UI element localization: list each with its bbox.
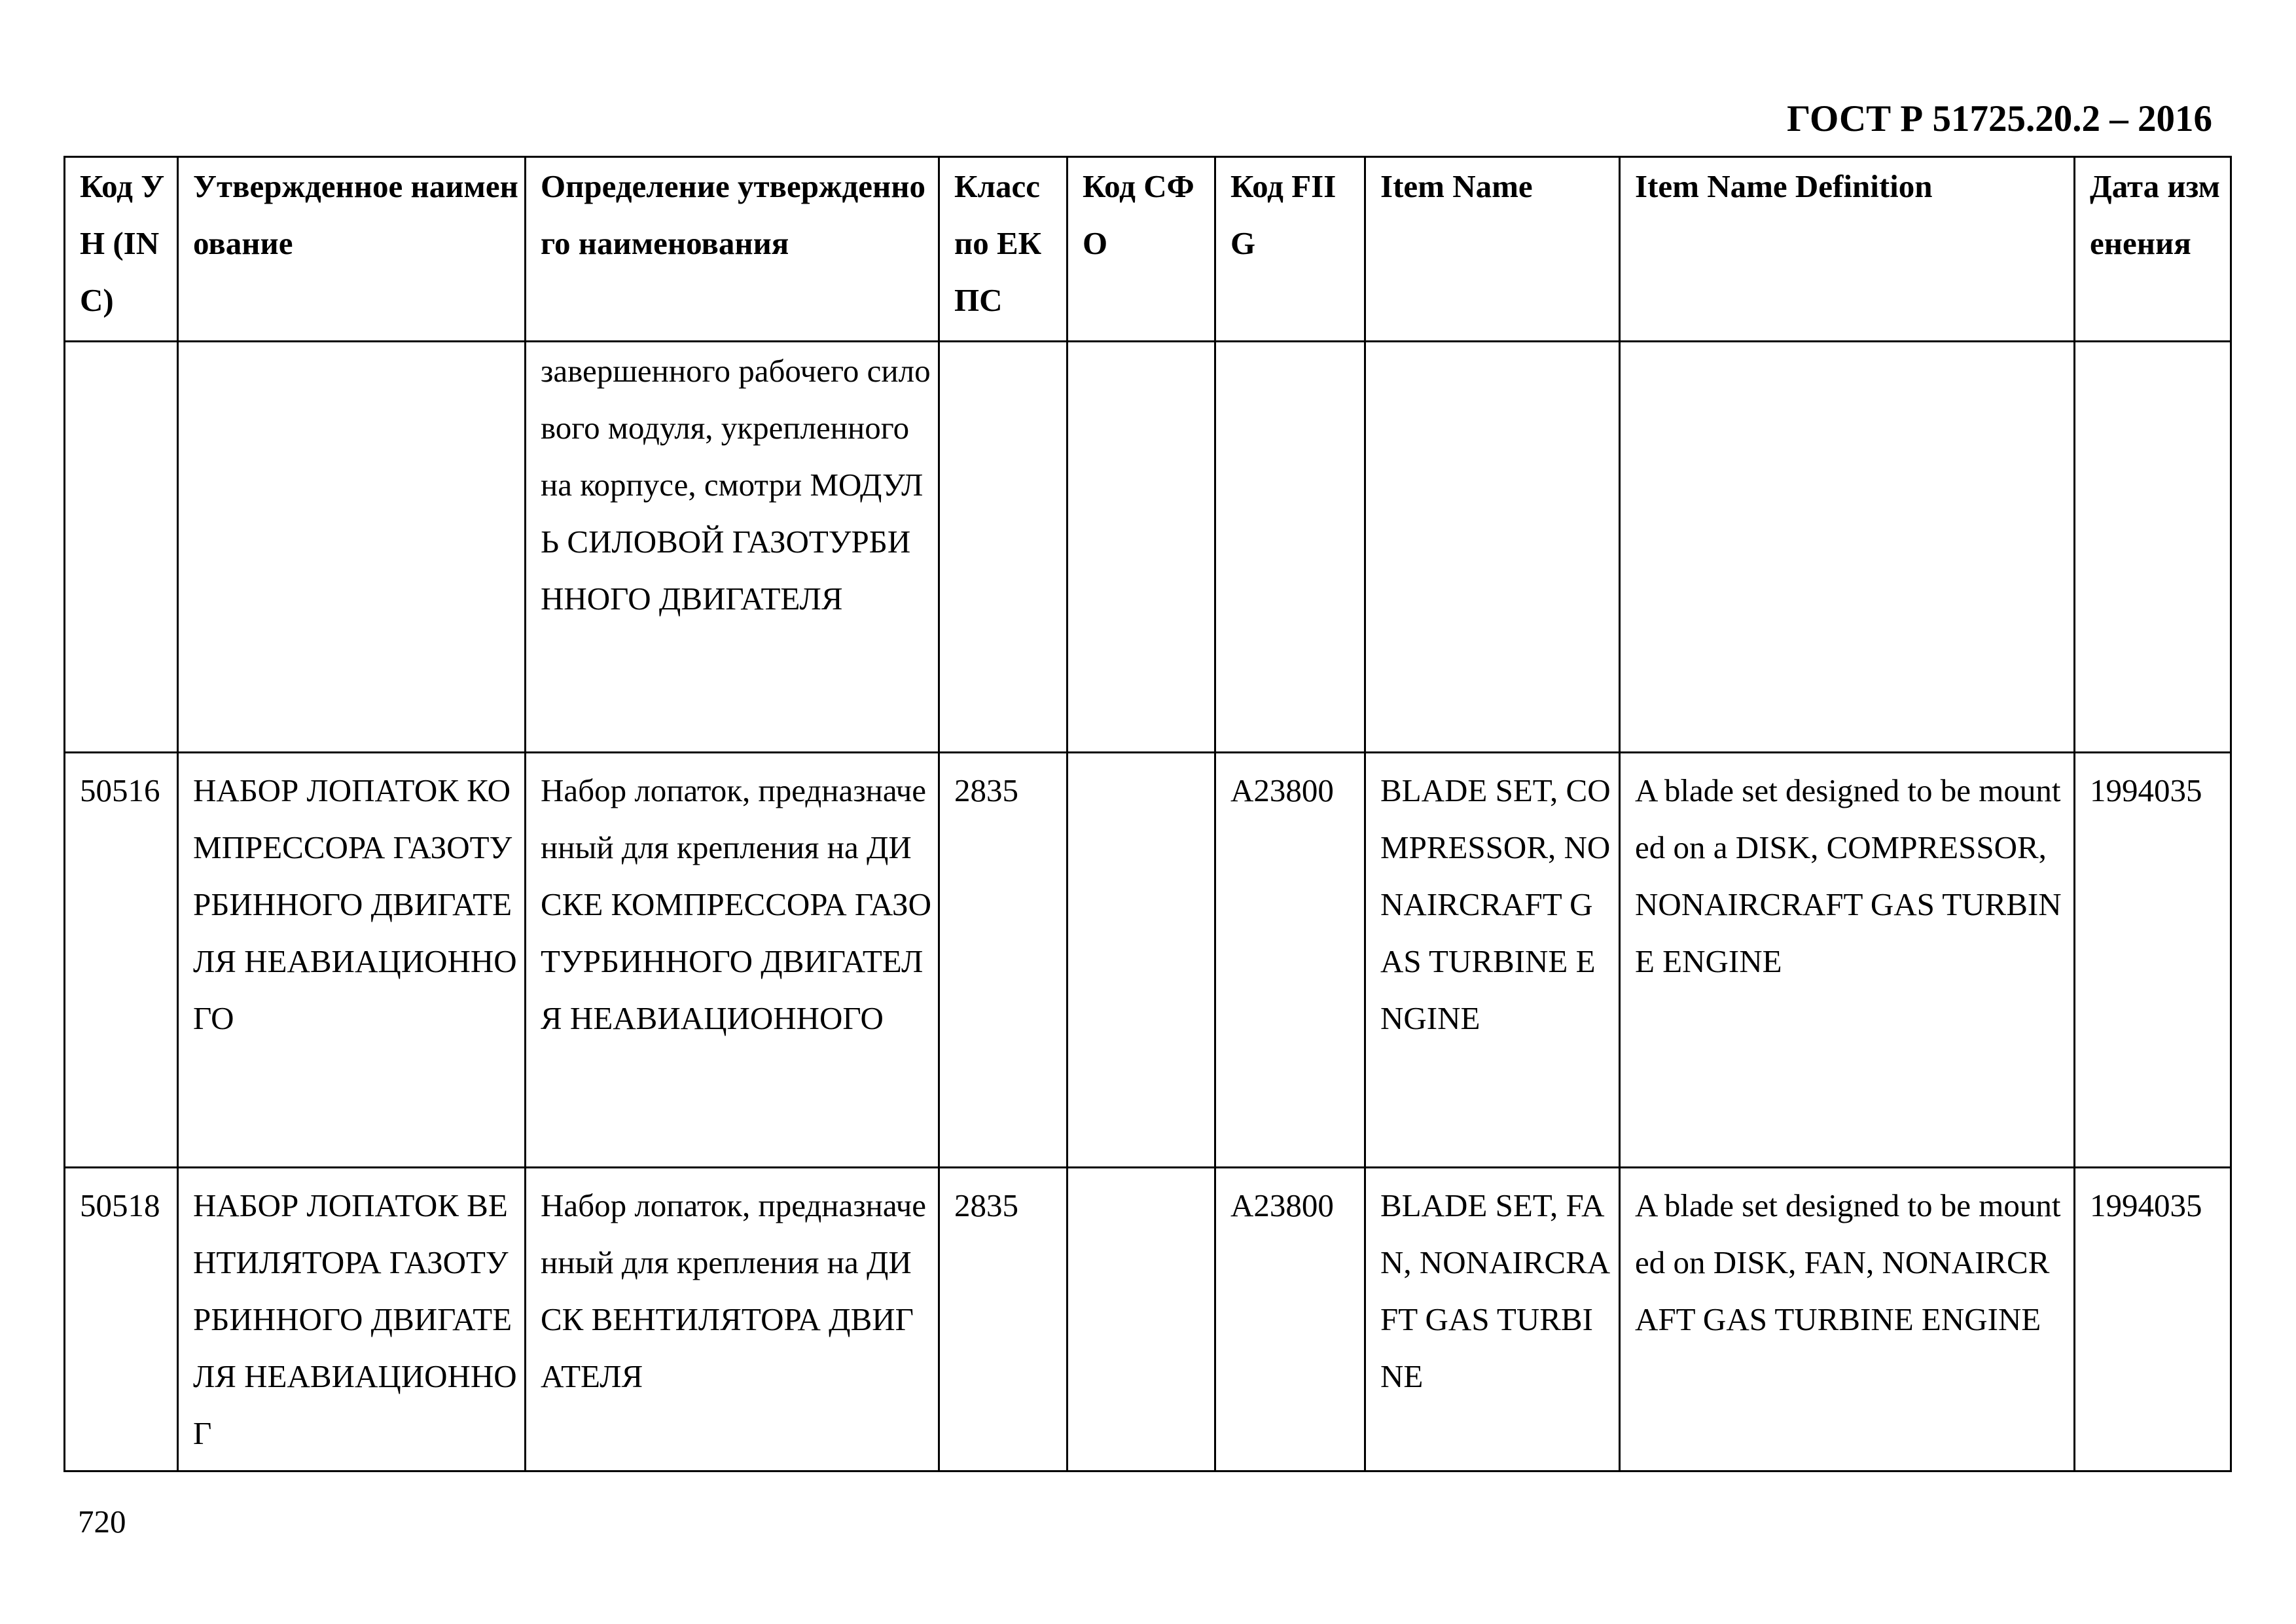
cell-fiig-code <box>1215 342 1365 753</box>
cell-change-date <box>2075 342 2231 753</box>
cell-item-name: BLADE SET, COMPRESSOR, NONAIRCRAFT GAS TURBINE ENGINE <box>1365 753 1620 1168</box>
cell-approved-name <box>178 342 526 753</box>
nomenclature-table <box>63 156 2232 1472</box>
table-header-row <box>65 157 2231 342</box>
cell-inc: 50516 <box>65 753 178 1168</box>
header-definition: Определение утвержденного наименования <box>526 157 939 342</box>
page-number: 720 <box>78 1504 126 1540</box>
cell-ekps-class <box>939 342 1067 753</box>
cell-approved-name: НАБОР ЛОПАТОК КОМПРЕССОРА ГАЗОТУРБИННОГО ДВИГАТЕЛЯ НЕАВИАЦИОННОГО <box>178 753 526 1168</box>
header-item-name: Item Name <box>1365 157 1620 342</box>
header-ekps-class: Класс по ЕКПС <box>939 157 1067 342</box>
header-fiig-code: Код FIIG <box>1215 157 1365 342</box>
document-number: ГОСТ Р 51725.20.2 – 2016 <box>1787 98 2212 139</box>
table-row <box>65 1168 2231 1471</box>
cell-inc: 50518 <box>65 1168 178 1471</box>
cell-definition: Набор лопаток, предназначенный для крепления на ДИСКЕ КОМПРЕССОРА ГАЗОТУРБИННОГО ДВИГАТЕЛЯ НЕАВИАЦИОННОГО <box>526 753 939 1168</box>
table-row <box>65 342 2231 753</box>
cell-ekps-class: 2835 <box>939 753 1067 1168</box>
cell-change-date: 1994035 <box>2075 753 2231 1168</box>
cell-item-name: BLADE SET, FAN, NONAIRCRAFT GAS TURBINE <box>1365 1168 1620 1471</box>
table-row <box>65 753 2231 1168</box>
cell-sfo-code <box>1067 753 1215 1168</box>
cell-definition: Набор лопаток, предназначенный для крепления на ДИСК ВЕНТИЛЯТОРА ДВИГАТЕЛЯ <box>526 1168 939 1471</box>
cell-fiig-code: A23800 <box>1215 1168 1365 1471</box>
cell-approved-name: НАБОР ЛОПАТОК ВЕНТИЛЯТОРА ГАЗОТУРБИННОГО ДВИГАТЕЛЯ НЕАВИАЦИОННОГ <box>178 1168 526 1471</box>
cell-change-date: 1994035 <box>2075 1168 2231 1471</box>
cell-fiig-code: A23800 <box>1215 753 1365 1168</box>
cell-item-name-definition: A blade set designed to be mounted on a DISK, COMPRESSOR, NONAIRCRAFT GAS TURBINE ENGINE <box>1620 753 2075 1168</box>
header-sfo-code: Код СФО <box>1067 157 1215 342</box>
cell-item-name-definition <box>1620 342 2075 753</box>
header-approved-name: Утвержденное наименование <box>178 157 526 342</box>
header-item-name-definition: Item Name Definition <box>1620 157 2075 342</box>
cell-inc <box>65 342 178 753</box>
cell-sfo-code <box>1067 1168 1215 1471</box>
cell-definition: завершенного рабочего силового модуля, укрепленного на корпусе, смотри МОДУЛЬ СИЛОВОЙ ГАЗОТУРБИННОГО ДВИГАТЕЛЯ <box>526 342 939 753</box>
header-inc: Код УН (INC) <box>65 157 178 342</box>
cell-item-name-definition: A blade set designed to be mounted on DISK, FAN, NONAIRCRAFT GAS TURBINE ENGINE <box>1620 1168 2075 1471</box>
cell-ekps-class: 2835 <box>939 1168 1067 1471</box>
cell-item-name <box>1365 342 1620 753</box>
cell-sfo-code <box>1067 342 1215 753</box>
header-change-date: Дата изменения <box>2075 157 2231 342</box>
